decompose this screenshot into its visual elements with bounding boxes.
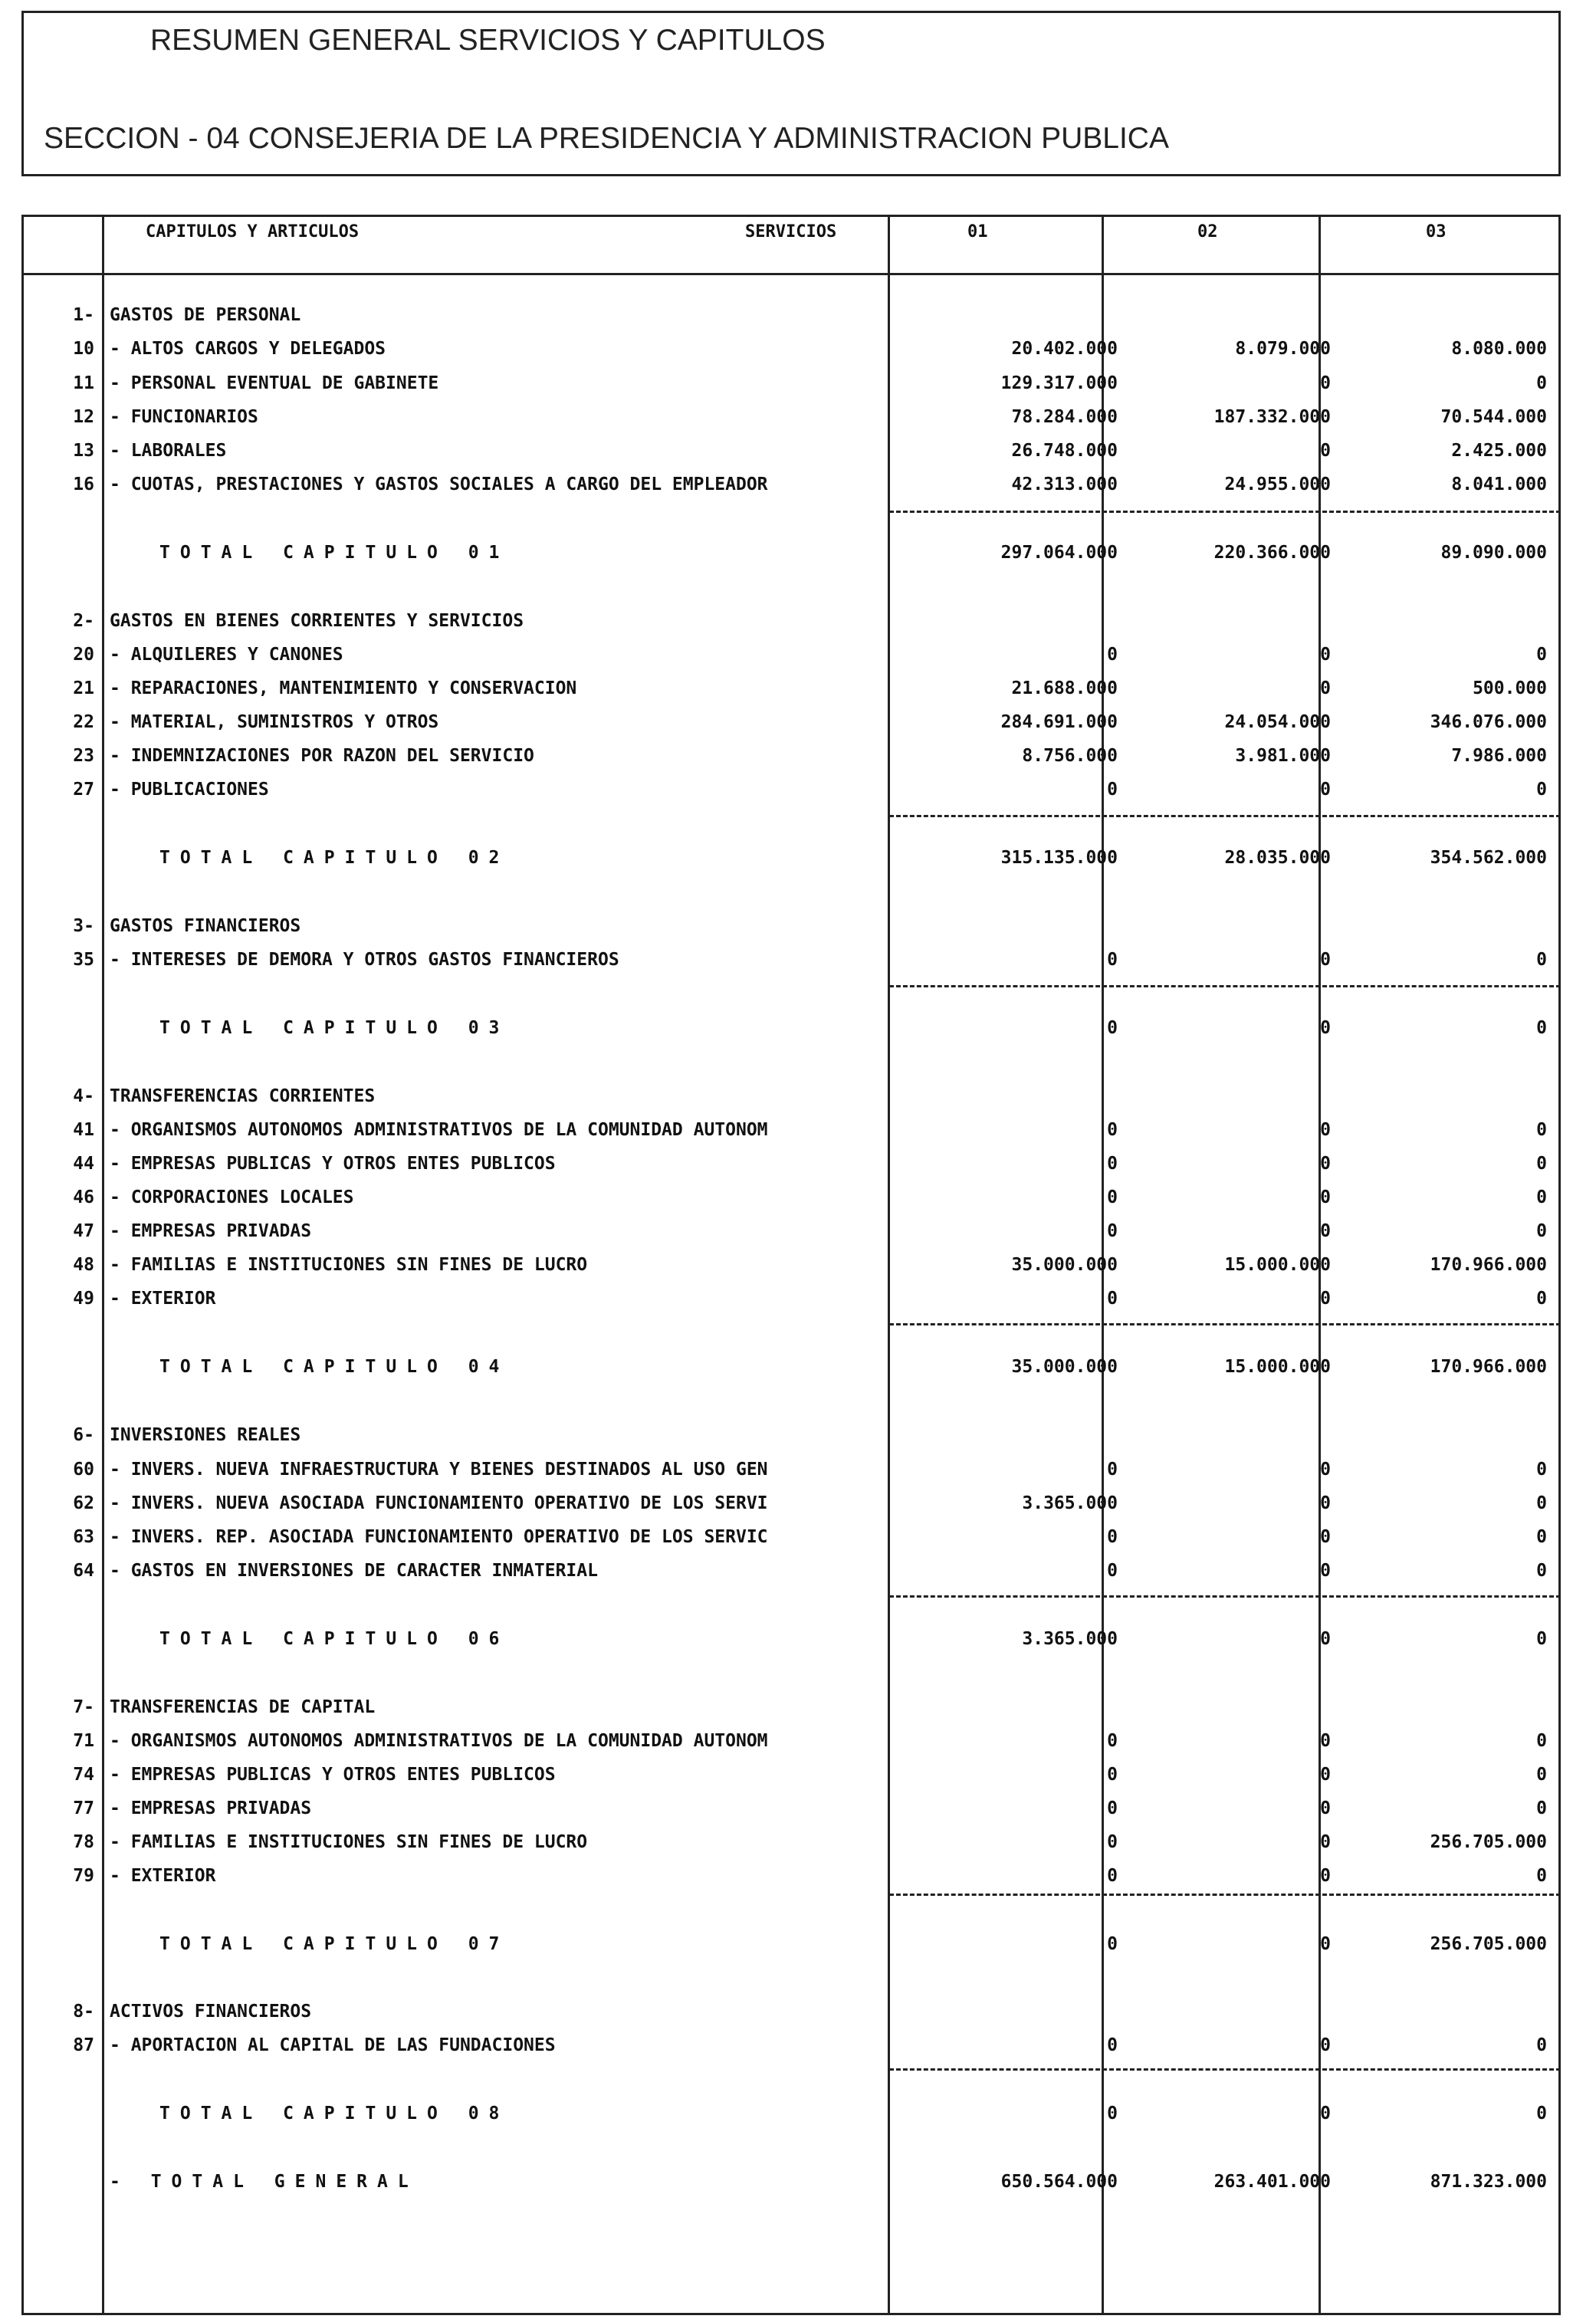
- row-label: - CUOTAS, PRESTACIONES Y GASTOS SOCIALES A CARGO DEL EMPLEADOR: [110, 475, 768, 494]
- service-02-value: 0: [1320, 441, 1331, 461]
- table-row: [21, 1798, 1561, 1821]
- service-02-value: 0: [1320, 1629, 1331, 1649]
- row-label: TOTAL CAPITULO 04: [159, 1357, 510, 1377]
- service-02-value: 0: [1320, 1493, 1331, 1513]
- row-label: - ALQUILERES Y CANONES: [110, 645, 343, 665]
- row-code: 35: [73, 950, 94, 970]
- service-01-value: 0: [1107, 1866, 1118, 1886]
- service-03-value: 89.090.000: [1440, 543, 1547, 563]
- row-label: - GASTOS EN INVERSIONES DE CARACTER INMATERIAL: [110, 1561, 598, 1581]
- service-01-value: 0: [1107, 1765, 1118, 1785]
- table-row: [21, 950, 1561, 973]
- service-01-value: 8.756.000: [1022, 746, 1118, 766]
- service-02-value: 0: [1320, 1765, 1331, 1785]
- row-code: 4-: [73, 1086, 94, 1106]
- row-code: 64: [73, 1561, 94, 1581]
- service-02-value: 8.079.000: [1235, 339, 1331, 359]
- table-row: [21, 1493, 1561, 1516]
- row-label: - FAMILIAS E INSTITUCIONES SIN FINES DE LUCRO: [110, 1255, 588, 1275]
- service-02-value: 0: [1320, 1120, 1331, 1140]
- total-row: [21, 848, 1561, 871]
- table-row: [21, 339, 1561, 362]
- service-02-value: 0: [1320, 1731, 1331, 1751]
- table-row: [21, 1832, 1561, 1855]
- service-03-value: 0: [1536, 1629, 1547, 1649]
- service-01-value: 3.365.000: [1022, 1629, 1118, 1649]
- table-row: [21, 1187, 1561, 1210]
- service-02-value: 0: [1320, 2035, 1331, 2055]
- chapter-row: [21, 1086, 1561, 1109]
- row-code: 46: [73, 1187, 94, 1207]
- service-01-value: 35.000.000: [1011, 1255, 1118, 1275]
- column-header-service-01: 01: [967, 222, 988, 241]
- row-label: - EXTERIOR: [110, 1289, 216, 1309]
- row-label: - PERSONAL EVENTUAL DE GABINETE: [110, 373, 439, 393]
- total-general-row: [21, 2172, 1561, 2195]
- service-01-value: 0: [1107, 1460, 1118, 1480]
- column-header-servicios: SERVICIOS: [745, 222, 837, 241]
- service-03-value: 0: [1536, 1561, 1547, 1581]
- row-code: 44: [73, 1154, 94, 1174]
- service-03-value: 0: [1536, 2104, 1547, 2124]
- row-label: - INTERESES DE DEMORA Y OTROS GASTOS FINANCIEROS: [110, 950, 619, 970]
- table-row: [21, 1120, 1561, 1143]
- row-code: 8-: [73, 2002, 94, 2022]
- service-02-value: 0: [1320, 678, 1331, 698]
- service-01-value: 0: [1107, 2104, 1118, 2124]
- row-label: - INVERS. REP. ASOCIADA FUNCIONAMIENTO OPERATIVO DE LOS SERVIC: [110, 1527, 768, 1547]
- row-code: 12: [73, 407, 94, 427]
- service-03-value: 0: [1536, 1493, 1547, 1513]
- column-header-capitulos: CAPITULOS Y ARTICULOS: [146, 222, 360, 241]
- service-01-value: 26.748.000: [1011, 441, 1118, 461]
- row-label: INVERSIONES REALES: [110, 1425, 301, 1445]
- row-code: 62: [73, 1493, 94, 1513]
- service-01-value: 0: [1107, 1798, 1118, 1818]
- table-row: [21, 1255, 1561, 1278]
- row-label: - REPARACIONES, MANTENIMIENTO Y CONSERVACION: [110, 678, 577, 698]
- row-label: - APORTACION AL CAPITAL DE LAS FUNDACIONES: [110, 2035, 556, 2055]
- service-01-value: 0: [1107, 1527, 1118, 1547]
- column-header-service-02: 02: [1197, 222, 1218, 241]
- table-row: [21, 1154, 1561, 1177]
- subtotal-rule: [889, 1894, 1561, 1896]
- total-row: [21, 1934, 1561, 1957]
- service-03-value: 0: [1536, 1527, 1547, 1547]
- row-code: 13: [73, 441, 94, 461]
- service-02-value: 263.401.000: [1213, 2172, 1331, 2192]
- service-02-value: 0: [1320, 1798, 1331, 1818]
- service-03-value: 0: [1536, 950, 1547, 970]
- service-03-value: 170.966.000: [1430, 1255, 1547, 1275]
- total-row: [21, 1018, 1561, 1041]
- service-03-value: 256.705.000: [1430, 1832, 1547, 1852]
- service-03-value: 0: [1536, 1289, 1547, 1309]
- subtotal-rule: [889, 1595, 1561, 1598]
- service-03-value: 70.544.000: [1440, 407, 1547, 427]
- service-02-value: 0: [1320, 1289, 1331, 1309]
- service-02-value: 0: [1320, 1154, 1331, 1174]
- chapter-row: [21, 305, 1561, 328]
- table-row: [21, 1731, 1561, 1754]
- service-01-value: 0: [1107, 1120, 1118, 1140]
- row-code: 47: [73, 1221, 94, 1241]
- row-label: TOTAL CAPITULO 07: [159, 1934, 510, 1954]
- service-02-value: 0: [1320, 1561, 1331, 1581]
- subtotal-rule: [889, 511, 1561, 513]
- table-row: [21, 1289, 1561, 1312]
- total-row: [21, 1357, 1561, 1380]
- row-label: TOTAL CAPITULO 03: [159, 1018, 510, 1038]
- table-row: [21, 1460, 1561, 1483]
- row-code: 74: [73, 1765, 94, 1785]
- row-code: 21: [73, 678, 94, 698]
- total-row: [21, 1629, 1561, 1652]
- service-01-value: 0: [1107, 1832, 1118, 1852]
- row-label: - INVERS. NUEVA INFRAESTRUCTURA Y BIENES DESTINADOS AL USO GEN: [110, 1460, 768, 1480]
- service-02-value: 0: [1320, 2104, 1331, 2124]
- service-02-value: 24.054.000: [1224, 712, 1331, 732]
- chapter-row: [21, 1425, 1561, 1448]
- total-row: [21, 543, 1561, 566]
- row-label: - LABORALES: [110, 441, 227, 461]
- chapter-row: [21, 611, 1561, 634]
- service-03-value: 0: [1536, 1866, 1547, 1886]
- service-03-value: 871.323.000: [1430, 2172, 1547, 2192]
- table-row: [21, 475, 1561, 498]
- row-label: - MATERIAL, SUMINISTROS Y OTROS: [110, 712, 439, 732]
- service-01-value: 0: [1107, 1154, 1118, 1174]
- service-02-value: 0: [1320, 1460, 1331, 1480]
- row-label: - CORPORACIONES LOCALES: [110, 1187, 354, 1207]
- header-rule: [21, 273, 1561, 275]
- service-02-value: 3.981.000: [1235, 746, 1331, 766]
- row-label: - EMPRESAS PUBLICAS Y OTROS ENTES PUBLICOS: [110, 1154, 556, 1174]
- table-row: [21, 407, 1561, 430]
- service-02-value: 0: [1320, 950, 1331, 970]
- row-code: 7-: [73, 1697, 94, 1717]
- service-02-value: 220.366.000: [1213, 543, 1331, 563]
- service-01-value: 78.284.000: [1011, 407, 1118, 427]
- subtotal-rule: [889, 2068, 1561, 2071]
- row-label: TOTAL CAPITULO 01: [159, 543, 510, 563]
- service-03-value: 0: [1536, 2035, 1547, 2055]
- chapter-row: [21, 2002, 1561, 2025]
- row-code: 3-: [73, 916, 94, 936]
- service-01-value: 0: [1107, 1221, 1118, 1241]
- row-code: 27: [73, 780, 94, 800]
- row-label: - PUBLICACIONES: [110, 780, 269, 800]
- service-01-value: 284.691.000: [1000, 712, 1118, 732]
- service-03-value: 0: [1536, 373, 1547, 393]
- row-label: GASTOS DE PERSONAL: [110, 305, 301, 325]
- service-03-value: 2.425.000: [1451, 441, 1547, 461]
- service-02-value: 24.955.000: [1224, 475, 1331, 494]
- row-code: 71: [73, 1731, 94, 1751]
- service-01-value: 20.402.000: [1011, 339, 1118, 359]
- row-code: 41: [73, 1120, 94, 1140]
- row-code: 6-: [73, 1425, 94, 1445]
- service-03-value: 0: [1536, 1221, 1547, 1241]
- service-02-value: 0: [1320, 780, 1331, 800]
- row-code: 2-: [73, 611, 94, 631]
- subtotal-rule: [889, 815, 1561, 817]
- row-label: TRANSFERENCIAS DE CAPITAL: [110, 1697, 376, 1717]
- service-01-value: 0: [1107, 1289, 1118, 1309]
- chapter-row: [21, 1697, 1561, 1720]
- service-01-value: 35.000.000: [1011, 1357, 1118, 1377]
- service-02-value: 0: [1320, 1527, 1331, 1547]
- service-02-value: 0: [1320, 1018, 1331, 1038]
- service-01-value: 297.064.000: [1000, 543, 1118, 563]
- service-03-value: 0: [1536, 1120, 1547, 1140]
- service-02-value: 0: [1320, 645, 1331, 665]
- service-01-value: 21.688.000: [1011, 678, 1118, 698]
- service-03-value: 354.562.000: [1430, 848, 1547, 868]
- row-code: 20: [73, 645, 94, 665]
- document-title: RESUMEN GENERAL SERVICIOS Y CAPITULOS: [150, 24, 826, 57]
- service-01-value: 3.365.000: [1022, 1493, 1118, 1513]
- service-03-value: 8.080.000: [1451, 339, 1547, 359]
- service-01-value: 315.135.000: [1000, 848, 1118, 868]
- service-02-value: 15.000.000: [1224, 1255, 1331, 1275]
- row-label: - FUNCIONARIOS: [110, 407, 258, 427]
- service-01-value: 650.564.000: [1000, 2172, 1118, 2192]
- row-label: - FAMILIAS E INSTITUCIONES SIN FINES DE LUCRO: [110, 1832, 588, 1852]
- table-row: [21, 1527, 1561, 1550]
- row-label: - INDEMNIZACIONES POR RAZON DEL SERVICIO: [110, 746, 534, 766]
- row-code: 63: [73, 1527, 94, 1547]
- subtotal-rule: [889, 1323, 1561, 1325]
- row-label: - ORGANISMOS AUTONOMOS ADMINISTRATIVOS DE LA COMUNIDAD AUTONOM: [110, 1120, 768, 1140]
- table-row: [21, 2035, 1561, 2058]
- service-01-value: 129.317.000: [1000, 373, 1118, 393]
- row-code: 23: [73, 746, 94, 766]
- table-row: [21, 1765, 1561, 1788]
- service-01-value: 0: [1107, 1731, 1118, 1751]
- service-03-value: 8.041.000: [1451, 475, 1547, 494]
- table-row: [21, 678, 1561, 701]
- row-code: 16: [73, 475, 94, 494]
- row-code: 78: [73, 1832, 94, 1852]
- row-code: 49: [73, 1289, 94, 1309]
- row-code: 48: [73, 1255, 94, 1275]
- row-label: ACTIVOS FINANCIEROS: [110, 2002, 312, 2022]
- section-title: SECCION - 04 CONSEJERIA DE LA PRESIDENCIA Y ADMINISTRACION PUBLICA: [44, 122, 1169, 155]
- row-label: - EXTERIOR: [110, 1866, 216, 1886]
- row-label: - EMPRESAS PRIVADAS: [110, 1221, 312, 1241]
- row-code: 87: [73, 2035, 94, 2055]
- table-row: [21, 645, 1561, 668]
- service-03-value: 7.986.000: [1451, 746, 1547, 766]
- row-label: - EMPRESAS PUBLICAS Y OTROS ENTES PUBLICOS: [110, 1765, 556, 1785]
- row-code: 60: [73, 1460, 94, 1480]
- service-03-value: 0: [1536, 780, 1547, 800]
- service-03-value: 0: [1536, 1154, 1547, 1174]
- row-label: - EMPRESAS PRIVADAS: [110, 1798, 312, 1818]
- row-code: 10: [73, 339, 94, 359]
- table-row: [21, 746, 1561, 769]
- service-01-value: 0: [1107, 1018, 1118, 1038]
- service-01-value: 42.313.000: [1011, 475, 1118, 494]
- service-01-value: 0: [1107, 1934, 1118, 1954]
- service-02-value: 0: [1320, 1221, 1331, 1241]
- service-03-value: 0: [1536, 645, 1547, 665]
- row-label: - INVERS. NUEVA ASOCIADA FUNCIONAMIENTO OPERATIVO DE LOS SERVI: [110, 1493, 768, 1513]
- row-label: TOTAL CAPITULO 06: [159, 1629, 510, 1649]
- row-code: 77: [73, 1798, 94, 1818]
- row-label: - ALTOS CARGOS Y DELEGADOS: [110, 339, 386, 359]
- service-02-value: 0: [1320, 1187, 1331, 1207]
- table-row: [21, 441, 1561, 464]
- header-box: [21, 11, 1561, 176]
- row-label: - ORGANISMOS AUTONOMOS ADMINISTRATIVOS DE LA COMUNIDAD AUTONOM: [110, 1731, 768, 1751]
- service-03-value: 0: [1536, 1765, 1547, 1785]
- total-row: [21, 2104, 1561, 2127]
- service-01-value: 0: [1107, 950, 1118, 970]
- row-label: GASTOS EN BIENES CORRIENTES Y SERVICIOS: [110, 611, 524, 631]
- service-02-value: 187.332.000: [1213, 407, 1331, 427]
- service-02-value: 28.035.000: [1224, 848, 1331, 868]
- table-row: [21, 780, 1561, 803]
- service-01-value: 0: [1107, 780, 1118, 800]
- row-code: 22: [73, 712, 94, 732]
- chapter-row: [21, 916, 1561, 939]
- row-label: TOTAL CAPITULO 08: [159, 2104, 510, 2124]
- service-03-value: 0: [1536, 1018, 1547, 1038]
- service-02-value: 0: [1320, 1866, 1331, 1886]
- service-03-value: 0: [1536, 1731, 1547, 1751]
- table-row: [21, 1561, 1561, 1584]
- table-row: [21, 1221, 1561, 1244]
- service-03-value: 346.076.000: [1430, 712, 1547, 732]
- service-03-value: 256.705.000: [1430, 1934, 1547, 1954]
- row-code: 1-: [73, 305, 94, 325]
- service-02-value: 15.000.000: [1224, 1357, 1331, 1377]
- service-01-value: 0: [1107, 645, 1118, 665]
- service-03-value: 0: [1536, 1460, 1547, 1480]
- service-01-value: 0: [1107, 1561, 1118, 1581]
- service-03-value: 170.966.000: [1430, 1357, 1547, 1377]
- row-code: 79: [73, 1866, 94, 1886]
- service-02-value: 0: [1320, 1832, 1331, 1852]
- row-label: TRANSFERENCIAS CORRIENTES: [110, 1086, 376, 1106]
- row-label: GASTOS FINANCIEROS: [110, 916, 301, 936]
- row-code: 11: [73, 373, 94, 393]
- service-03-value: 0: [1536, 1187, 1547, 1207]
- service-01-value: 0: [1107, 1187, 1118, 1207]
- service-03-value: 0: [1536, 1798, 1547, 1818]
- table-row: [21, 1866, 1561, 1889]
- row-label: - TOTAL GENERAL: [110, 2172, 419, 2192]
- service-02-value: 0: [1320, 1934, 1331, 1954]
- column-header-service-03: 03: [1426, 222, 1447, 241]
- service-01-value: 0: [1107, 2035, 1118, 2055]
- service-02-value: 0: [1320, 373, 1331, 393]
- subtotal-rule: [889, 985, 1561, 987]
- table-row: [21, 712, 1561, 735]
- row-label: TOTAL CAPITULO 02: [159, 848, 510, 868]
- service-03-value: 500.000: [1473, 678, 1547, 698]
- table-row: [21, 373, 1561, 396]
